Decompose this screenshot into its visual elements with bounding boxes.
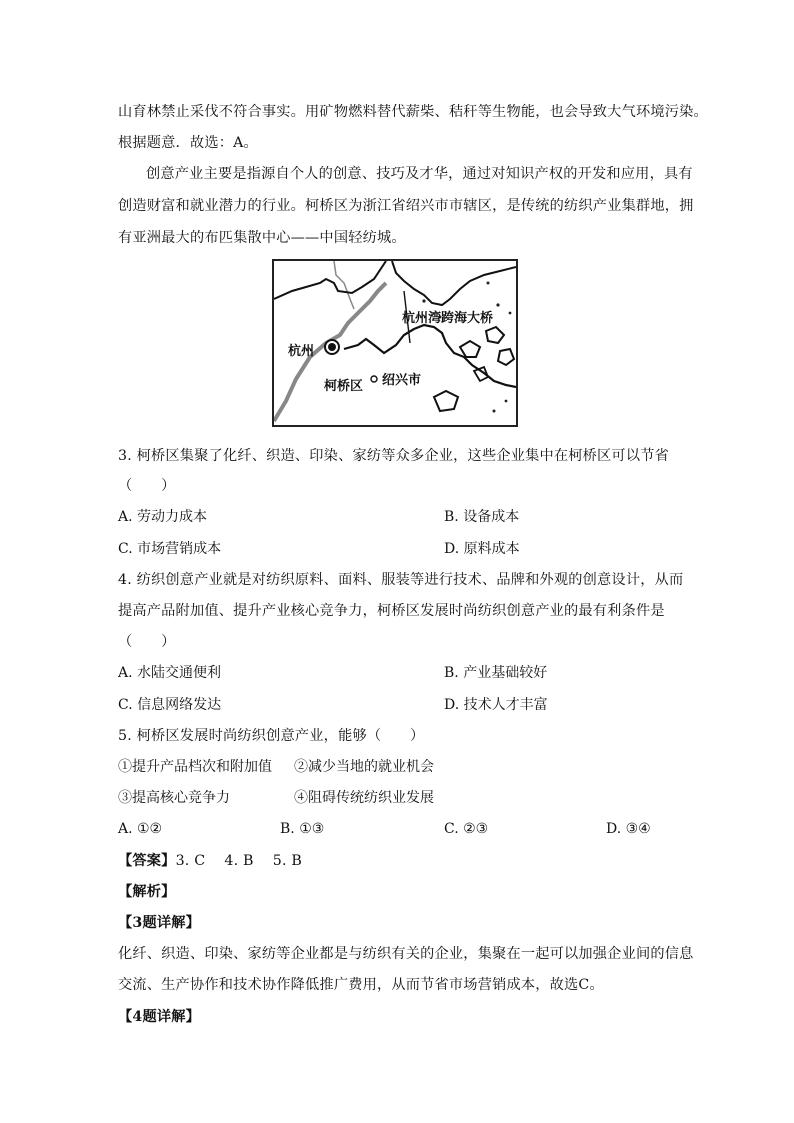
analysis-label: 【解析】: [118, 884, 176, 900]
q3-option-d: D. 原料成本: [444, 541, 520, 557]
island-5: [434, 391, 458, 411]
map-figure: [272, 259, 518, 427]
q3-stem-line1: 3. 柯桥区集聚了化纤、织造、印染、家纺等众多企业，这些企业集中在柯桥区可以节省: [118, 448, 669, 464]
q4-stem-line2: 提高产品附加值、提升产业核心竞争力，柯桥区发展时尚纺织创意产业的最有利条件是: [118, 603, 665, 619]
q5-option-c: C. ②③: [444, 821, 489, 837]
q3-option-c: C. 市场营销成本: [118, 541, 222, 557]
q5-stem: 5. 柯桥区发展时尚纺织创意产业，能够（ ）: [118, 728, 425, 744]
q5-option-d: D. ③④: [606, 821, 651, 837]
island-1: [460, 341, 480, 357]
para2-line2: 创造财富和就业潜力的行业。柯桥区为浙江省绍兴市市辖区，是传统的纺织产业集群地，拥: [118, 198, 694, 214]
map-label-keqiao: 柯桥区: [324, 379, 364, 394]
shaoxing-marker: [371, 376, 377, 382]
q5-item-4: ④阻碍传统纺织业发展: [294, 790, 434, 806]
map-label-bridge: 杭州湾跨海大桥: [402, 311, 494, 326]
island-3: [498, 349, 514, 365]
river-branch: [334, 261, 354, 309]
q3-option-a: A. 劳动力成本: [118, 509, 208, 525]
q4-option-c: C. 信息网络发达: [118, 697, 222, 713]
q5-option-b: B. ①③: [280, 821, 325, 837]
q4-option-d: D. 技术人才丰富: [444, 697, 548, 713]
north-coastline: [274, 261, 386, 299]
answer-text: 3. C 4. B 5. B: [175, 853, 303, 869]
q3-analysis-line2: 交流、生产协作和技术协作降低推广费用，从而节省市场营销成本，故选C。: [118, 977, 604, 993]
q5-item-2: ②减少当地的就业机会: [294, 759, 434, 775]
q3-analysis-line1: 化纤、织造、印染、家纺等企业都是与纺织有关的企业，集聚在一起可以加强企业间的信息: [118, 946, 694, 962]
q4-stem-line3: （ ）: [118, 634, 176, 650]
para2-line1: 创意产业主要是指源自个人的创意、技巧及才华，通过对知识产权的开发和应用，具有: [146, 166, 693, 182]
para2-line3: 有亚洲最大的布匹集散中心——中国轻纺城。: [118, 230, 406, 246]
q5-item-3: ③提高核心竞争力: [118, 790, 230, 806]
q4-option-b: B. 产业基础较好: [444, 665, 548, 681]
q3-option-b: B. 设备成本: [444, 509, 520, 525]
south-coastline: [344, 325, 516, 387]
map-label-hangzhou: 杭州: [288, 344, 315, 359]
q3-analysis-label: 【3题详解】: [118, 915, 201, 931]
answer-line: [118, 851, 678, 871]
para1-line1: 山育林禁止采伐不符合事实。用矿物燃料替代薪柴、秸秆等生物能，也会导致大气环境污染。: [118, 104, 708, 120]
q3-stem-line2: （ ）: [118, 478, 176, 494]
q4-stem-line1: 4. 纺织创意产业就是对纺织原料、面料、服装等进行技术、品牌和外观的创意设计，从而: [118, 572, 684, 588]
q5-item-1: ①提升产品档次和附加值: [118, 759, 272, 775]
answer-label: 【答案】: [118, 853, 176, 869]
para1-line2: 根据题意．故选：A。: [118, 135, 258, 151]
q4-option-a: A. 水陆交通便利: [118, 665, 222, 681]
map-label-shaoxing: 绍兴市: [382, 373, 422, 388]
north-coastline-east: [392, 261, 516, 305]
island-4: [474, 367, 488, 381]
island-2: [486, 327, 504, 343]
q5-option-a: A. ①②: [118, 821, 163, 837]
q4-analysis-label: 【4题详解】: [118, 1009, 201, 1025]
